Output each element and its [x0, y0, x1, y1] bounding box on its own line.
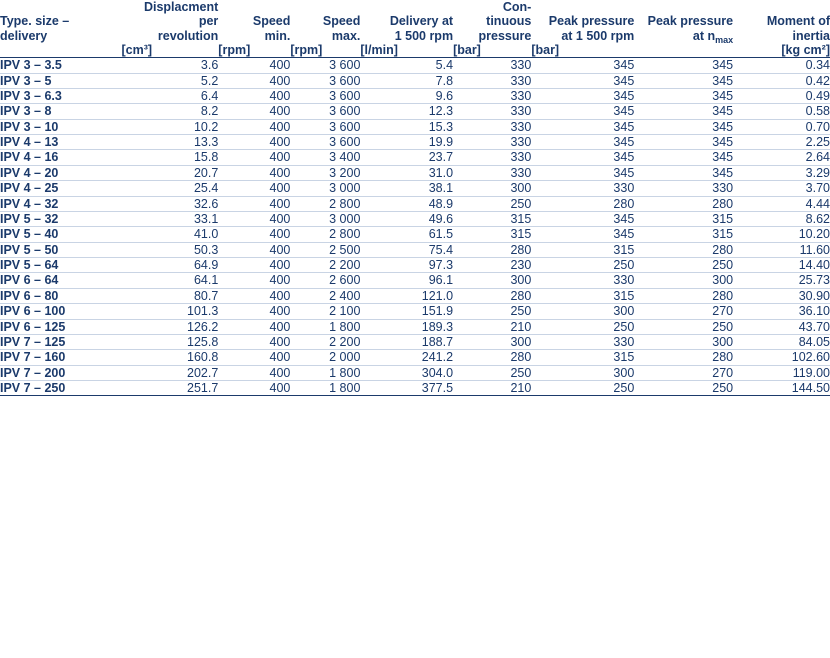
cell-delivery: 7.8 [360, 73, 453, 88]
cell-type: IPV 3 – 8 [0, 104, 122, 119]
cell-peak-nmax: 345 [634, 58, 733, 73]
cell-speed-min: 400 [218, 350, 290, 365]
cell-delivery: 377.5 [360, 381, 453, 396]
cell-type: IPV 7 – 250 [0, 381, 122, 396]
cell-speed-max: 1 800 [290, 381, 360, 396]
cell-inertia: 11.60 [733, 242, 830, 257]
cell-delivery: 121.0 [360, 288, 453, 303]
cell-peak-nmax: 280 [634, 288, 733, 303]
cell-peak-nmax: 345 [634, 135, 733, 150]
header-speed-max-line2: max. [331, 28, 361, 43]
cell-type: IPV 6 – 80 [0, 288, 122, 303]
header-continuous-pressure [453, 0, 531, 43]
cell-type: IPV 7 – 200 [0, 365, 122, 380]
cell-peak-1500: 330 [531, 334, 634, 349]
cell-speed-min: 400 [218, 150, 290, 165]
cell-continuous-pressure: 300 [453, 273, 531, 288]
cell-displacement: 64.1 [122, 273, 219, 288]
cell-displacement: 13.3 [122, 135, 219, 150]
cell-inertia: 102.60 [733, 350, 830, 365]
cell-type: IPV 7 – 160 [0, 350, 122, 365]
cell-type: IPV 3 – 6.3 [0, 88, 122, 103]
table-row [0, 119, 830, 134]
cell-inertia: 0.34 [733, 58, 830, 73]
cell-speed-max: 3 000 [290, 211, 360, 226]
cell-inertia: 10.20 [733, 227, 830, 242]
cell-speed-min: 400 [218, 196, 290, 211]
table-row [0, 135, 830, 150]
cell-speed-max: 3 600 [290, 104, 360, 119]
cell-inertia: 25.73 [733, 273, 830, 288]
table-row [0, 211, 830, 226]
cell-peak-1500: 315 [531, 288, 634, 303]
cell-delivery: 38.1 [360, 181, 453, 196]
cell-peak-1500: 345 [531, 211, 634, 226]
cell-peak-nmax: 345 [634, 88, 733, 103]
cell-delivery: 48.9 [360, 196, 453, 211]
cell-speed-max: 2 100 [290, 304, 360, 319]
cell-delivery: 75.4 [360, 242, 453, 257]
table-row [0, 242, 830, 257]
cell-type: IPV 5 – 50 [0, 242, 122, 257]
cell-peak-nmax: 345 [634, 73, 733, 88]
cell-continuous-pressure: 315 [453, 227, 531, 242]
cell-speed-min: 400 [218, 334, 290, 349]
cell-speed-min: 400 [218, 365, 290, 380]
cell-peak-nmax: 330 [634, 181, 733, 196]
cell-inertia: 2.25 [733, 135, 830, 150]
cell-speed-max: 2 200 [290, 334, 360, 349]
cell-delivery: 49.6 [360, 211, 453, 226]
cell-peak-nmax: 280 [634, 350, 733, 365]
cell-displacement: 126.2 [122, 319, 219, 334]
cell-peak-1500: 345 [531, 88, 634, 103]
cell-delivery: 12.3 [360, 104, 453, 119]
cell-speed-min: 400 [218, 135, 290, 150]
header-continuous-line2: tinuous pressure [478, 14, 532, 43]
cell-type: IPV 3 – 3.5 [0, 58, 122, 73]
cell-speed-min: 400 [218, 119, 290, 134]
table-row [0, 104, 830, 119]
cell-peak-1500: 330 [531, 273, 634, 288]
cell-inertia: 4.44 [733, 196, 830, 211]
cell-peak-nmax: 345 [634, 165, 733, 180]
unit-peak-nmax [634, 43, 733, 58]
cell-displacement: 251.7 [122, 381, 219, 396]
cell-type: IPV 3 – 10 [0, 119, 122, 134]
unit-displacement: [cm³] [122, 43, 219, 58]
table-row [0, 58, 830, 73]
cell-delivery: 241.2 [360, 350, 453, 365]
cell-inertia: 0.58 [733, 104, 830, 119]
table-body [0, 58, 830, 396]
cell-peak-1500: 330 [531, 181, 634, 196]
cell-peak-nmax: 270 [634, 365, 733, 380]
cell-inertia: 3.29 [733, 165, 830, 180]
cell-inertia: 2.64 [733, 150, 830, 165]
unit-inertia: [kg cm²] [733, 43, 830, 58]
cell-delivery: 5.4 [360, 58, 453, 73]
table-row [0, 319, 830, 334]
cell-peak-1500: 280 [531, 196, 634, 211]
cell-continuous-pressure: 330 [453, 73, 531, 88]
cell-inertia: 43.70 [733, 319, 830, 334]
cell-peak-nmax: 345 [634, 104, 733, 119]
cell-displacement: 20.7 [122, 165, 219, 180]
cell-displacement: 25.4 [122, 181, 219, 196]
header-displacement-line2: revolution [157, 28, 219, 43]
cell-speed-min: 400 [218, 258, 290, 273]
table-row [0, 365, 830, 380]
cell-speed-max: 3 600 [290, 58, 360, 73]
table-row [0, 227, 830, 242]
cell-speed-min: 400 [218, 381, 290, 396]
cell-peak-1500: 345 [531, 119, 634, 134]
cell-displacement: 33.1 [122, 211, 219, 226]
cell-speed-min: 400 [218, 181, 290, 196]
header-peak-1500-line1: Peak pressure [548, 14, 635, 29]
header-speed-min-line2: min. [264, 28, 291, 43]
nmax-subscript: max [715, 34, 734, 45]
cell-continuous-pressure: 300 [453, 334, 531, 349]
cell-peak-1500: 300 [531, 365, 634, 380]
cell-continuous-pressure: 280 [453, 350, 531, 365]
header-delivery-line2: 1 500 rpm [394, 28, 454, 43]
cell-peak-1500: 345 [531, 73, 634, 88]
cell-peak-1500: 300 [531, 304, 634, 319]
cell-displacement: 101.3 [122, 304, 219, 319]
cell-displacement: 202.7 [122, 365, 219, 380]
header-peak-pressure-nmax [634, 0, 733, 43]
cell-continuous-pressure: 250 [453, 196, 531, 211]
header-peak-pressure-1500 [531, 0, 634, 43]
cell-type: IPV 4 – 20 [0, 165, 122, 180]
cell-delivery: 23.7 [360, 150, 453, 165]
table-row [0, 165, 830, 180]
header-inertia-line2: inertia [792, 28, 830, 43]
cell-peak-1500: 345 [531, 58, 634, 73]
cell-continuous-pressure: 250 [453, 304, 531, 319]
header-speed-max-line1: Speed [322, 14, 361, 29]
cell-inertia: 30.90 [733, 288, 830, 303]
cell-displacement: 10.2 [122, 119, 219, 134]
table-row [0, 381, 830, 396]
cell-speed-max: 3 600 [290, 88, 360, 103]
header-type-line1: Type. size – [0, 14, 70, 29]
cell-delivery: 19.9 [360, 135, 453, 150]
cell-continuous-pressure: 330 [453, 119, 531, 134]
cell-inertia: 36.10 [733, 304, 830, 319]
cell-speed-min: 400 [218, 165, 290, 180]
cell-continuous-pressure: 280 [453, 242, 531, 257]
table-row [0, 181, 830, 196]
cell-continuous-pressure: 330 [453, 58, 531, 73]
cell-speed-min: 400 [218, 227, 290, 242]
cell-delivery: 9.6 [360, 88, 453, 103]
cell-continuous-pressure: 250 [453, 365, 531, 380]
cell-speed-min: 400 [218, 88, 290, 103]
cell-speed-max: 2 800 [290, 196, 360, 211]
cell-type: IPV 6 – 125 [0, 319, 122, 334]
unit-speed-max: [rpm] [290, 43, 360, 58]
cell-peak-nmax: 250 [634, 319, 733, 334]
cell-displacement: 160.8 [122, 350, 219, 365]
cell-delivery: 304.0 [360, 365, 453, 380]
cell-delivery: 96.1 [360, 273, 453, 288]
cell-speed-max: 1 800 [290, 365, 360, 380]
cell-peak-1500: 250 [531, 319, 634, 334]
cell-inertia: 0.49 [733, 88, 830, 103]
header-peak-1500-line2: at 1 500 rpm [561, 28, 635, 43]
cell-inertia: 14.40 [733, 258, 830, 273]
cell-peak-nmax: 300 [634, 334, 733, 349]
cell-continuous-pressure: 210 [453, 381, 531, 396]
cell-type: IPV 3 – 5 [0, 73, 122, 88]
cell-type: IPV 7 – 125 [0, 334, 122, 349]
cell-peak-1500: 315 [531, 350, 634, 365]
cell-displacement: 15.8 [122, 150, 219, 165]
cell-displacement: 8.2 [122, 104, 219, 119]
cell-speed-max: 2 400 [290, 288, 360, 303]
cell-peak-1500: 315 [531, 242, 634, 257]
cell-type: IPV 6 – 100 [0, 304, 122, 319]
cell-inertia: 3.70 [733, 181, 830, 196]
cell-speed-max: 3 000 [290, 181, 360, 196]
cell-peak-1500: 345 [531, 227, 634, 242]
table-row [0, 88, 830, 103]
cell-continuous-pressure: 230 [453, 258, 531, 273]
header-delivery [360, 0, 453, 43]
cell-speed-max: 2 500 [290, 242, 360, 257]
cell-inertia: 0.42 [733, 73, 830, 88]
header-moment-of-inertia [733, 0, 830, 43]
cell-speed-max: 3 600 [290, 73, 360, 88]
header-delivery-line1: Delivery at [389, 14, 454, 29]
header-continuous-line1: Con- [502, 0, 532, 14]
cell-inertia: 119.00 [733, 365, 830, 380]
table-row [0, 150, 830, 165]
table-row [0, 334, 830, 349]
cell-peak-1500: 345 [531, 165, 634, 180]
header-peak-nmax-line2: at $n_{max}$ [692, 28, 734, 45]
cell-continuous-pressure: 210 [453, 319, 531, 334]
cell-peak-nmax: 250 [634, 381, 733, 396]
cell-type: IPV 5 – 64 [0, 258, 122, 273]
table-row [0, 304, 830, 319]
cell-speed-min: 400 [218, 211, 290, 226]
cell-speed-max: 3 600 [290, 135, 360, 150]
cell-speed-min: 400 [218, 288, 290, 303]
unit-continuous-pressure: [bar] [453, 43, 531, 58]
cell-speed-min: 400 [218, 73, 290, 88]
cell-displacement: 125.8 [122, 334, 219, 349]
cell-peak-nmax: 315 [634, 227, 733, 242]
unit-delivery: [l/min] [360, 43, 453, 58]
cell-speed-min: 400 [218, 58, 290, 73]
cell-inertia: 0.70 [733, 119, 830, 134]
cell-speed-max: 2 800 [290, 227, 360, 242]
header-peak-nmax-line1: Peak pressure [647, 14, 734, 29]
cell-displacement: 5.2 [122, 73, 219, 88]
cell-continuous-pressure: 330 [453, 150, 531, 165]
cell-speed-min: 400 [218, 273, 290, 288]
cell-inertia: 84.05 [733, 334, 830, 349]
cell-speed-min: 400 [218, 104, 290, 119]
cell-continuous-pressure: 300 [453, 181, 531, 196]
cell-delivery: 15.3 [360, 119, 453, 134]
cell-speed-max: 3 600 [290, 119, 360, 134]
cell-delivery: 189.3 [360, 319, 453, 334]
table-row [0, 258, 830, 273]
cell-displacement: 6.4 [122, 88, 219, 103]
cell-type: IPV 5 – 32 [0, 211, 122, 226]
cell-type: IPV 4 – 16 [0, 150, 122, 165]
header-type-line2: delivery [0, 28, 48, 43]
cell-speed-max: 2 000 [290, 350, 360, 365]
cell-continuous-pressure: 330 [453, 135, 531, 150]
cell-type: IPV 6 – 64 [0, 273, 122, 288]
unit-type [0, 43, 122, 58]
table-row [0, 288, 830, 303]
table-row [0, 350, 830, 365]
unit-speed-min: [rpm] [218, 43, 290, 58]
cell-speed-min: 400 [218, 242, 290, 257]
cell-type: IPV 4 – 25 [0, 181, 122, 196]
cell-speed-max: 1 800 [290, 319, 360, 334]
cell-delivery: 151.9 [360, 304, 453, 319]
cell-peak-1500: 250 [531, 258, 634, 273]
cell-continuous-pressure: 330 [453, 88, 531, 103]
cell-peak-nmax: 280 [634, 242, 733, 257]
cell-speed-max: 2 200 [290, 258, 360, 273]
cell-inertia: 8.62 [733, 211, 830, 226]
header-inertia-line1: Moment of [766, 14, 830, 29]
cell-displacement: 80.7 [122, 288, 219, 303]
cell-peak-nmax: 345 [634, 150, 733, 165]
header-speed-max [290, 0, 360, 43]
table-header [0, 0, 830, 58]
cell-continuous-pressure: 330 [453, 165, 531, 180]
cell-continuous-pressure: 280 [453, 288, 531, 303]
cell-type: IPV 5 – 40 [0, 227, 122, 242]
header-displacement [122, 0, 219, 43]
cell-peak-nmax: 270 [634, 304, 733, 319]
cell-delivery: 61.5 [360, 227, 453, 242]
cell-peak-nmax: 315 [634, 211, 733, 226]
cell-inertia: 144.50 [733, 381, 830, 396]
cell-displacement: 32.6 [122, 196, 219, 211]
cell-speed-min: 400 [218, 319, 290, 334]
cell-peak-nmax: 250 [634, 258, 733, 273]
cell-displacement: 41.0 [122, 227, 219, 242]
cell-peak-1500: 250 [531, 381, 634, 396]
table-row [0, 73, 830, 88]
table-row [0, 273, 830, 288]
table-header-row-titles [0, 0, 830, 43]
header-type-size-delivery [0, 0, 122, 43]
cell-peak-nmax: 280 [634, 196, 733, 211]
cell-delivery: 188.7 [360, 334, 453, 349]
cell-speed-min: 400 [218, 304, 290, 319]
cell-displacement: 64.9 [122, 258, 219, 273]
cell-speed-max: 3 200 [290, 165, 360, 180]
cell-type: IPV 4 – 32 [0, 196, 122, 211]
header-speed-min-line1: Speed [252, 14, 291, 29]
header-speed-min [218, 0, 290, 43]
cell-displacement: 3.6 [122, 58, 219, 73]
cell-continuous-pressure: 315 [453, 211, 531, 226]
cell-peak-1500: 345 [531, 135, 634, 150]
cell-peak-1500: 345 [531, 150, 634, 165]
cell-speed-max: 3 400 [290, 150, 360, 165]
cell-displacement: 50.3 [122, 242, 219, 257]
cell-delivery: 97.3 [360, 258, 453, 273]
cell-delivery: 31.0 [360, 165, 453, 180]
cell-continuous-pressure: 330 [453, 104, 531, 119]
cell-peak-nmax: 345 [634, 119, 733, 134]
cell-peak-nmax: 300 [634, 273, 733, 288]
unit-peak-1500: [bar] [531, 43, 634, 58]
table-row [0, 196, 830, 211]
cell-peak-1500: 345 [531, 104, 634, 119]
header-displacement-line1: Displacment per [143, 0, 219, 29]
table-header-row-units [0, 43, 830, 58]
cell-speed-max: 2 600 [290, 273, 360, 288]
cell-type: IPV 4 – 13 [0, 135, 122, 150]
